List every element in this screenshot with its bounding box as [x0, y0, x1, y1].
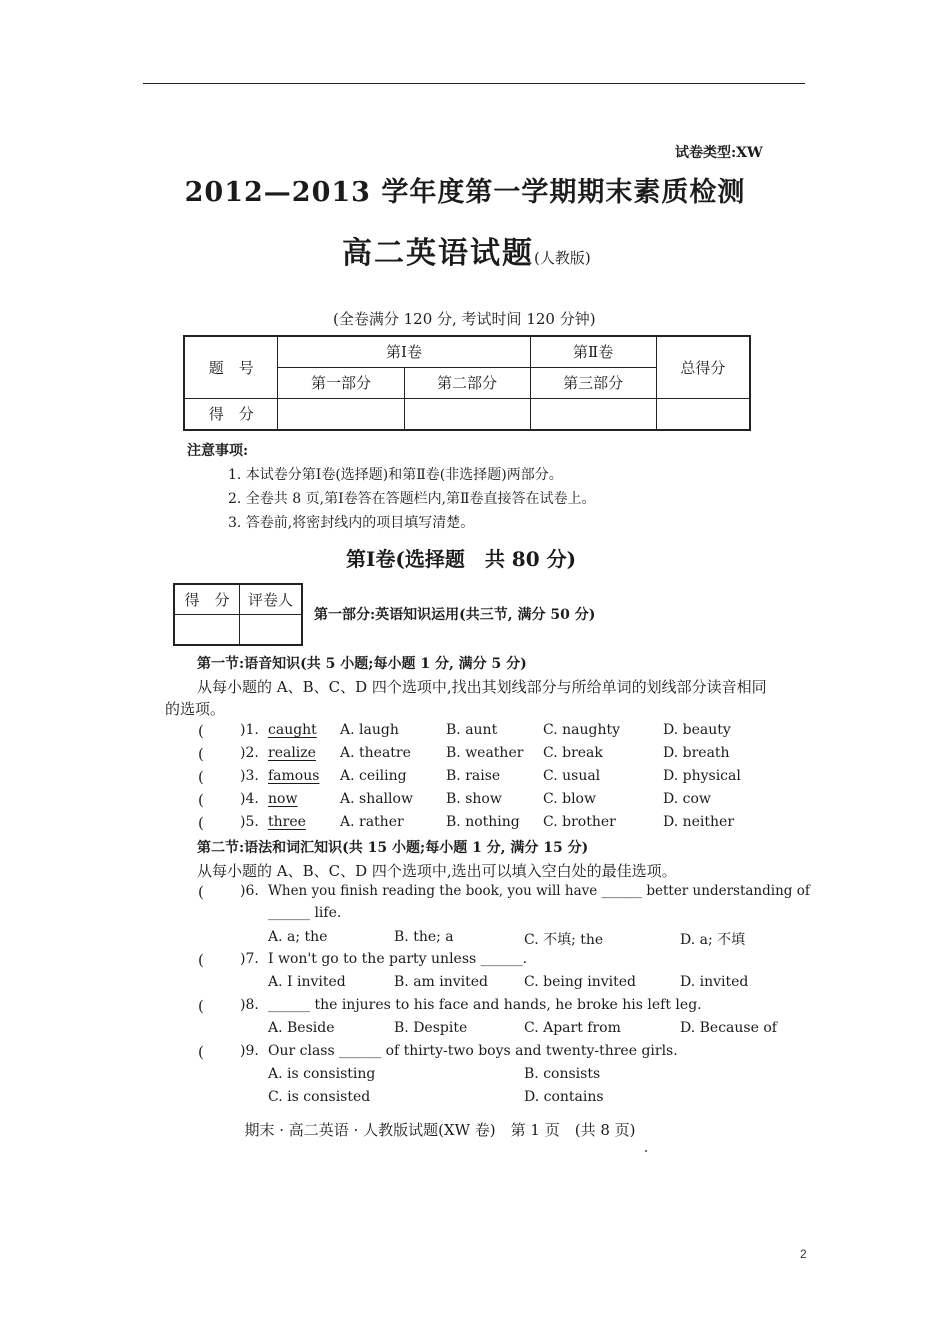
score-cell-part2[interactable] [404, 398, 530, 430]
question-number: )3. [240, 768, 259, 784]
answer-paren[interactable]: ( [198, 997, 204, 1015]
question-number: )4. [240, 791, 259, 807]
section1-instruction-cont: 的选项。 [165, 700, 226, 718]
option-b[interactable]: B. show [446, 791, 502, 807]
answer-paren[interactable]: ( [198, 768, 204, 786]
question-stem: Our class ______ of thirty-two boys and twenty-three girls. [268, 1043, 678, 1059]
option-a[interactable]: A. shallow [340, 791, 413, 807]
option-c[interactable]: C. 不填; the [524, 932, 604, 948]
section1-title: 第一节:语音知识(共 5 小题;每小题 1 分, 满分 5 分) [197, 656, 527, 672]
part3-header: 第三部分 [530, 367, 656, 398]
question-number: )8. [240, 997, 259, 1013]
grader-score-cell[interactable] [174, 615, 240, 646]
grader-label: 评卷人 [240, 584, 303, 615]
edition-label: (人教版) [534, 249, 591, 267]
note-item: 3. 答卷前,将密封线内的项目填写清楚。 [228, 515, 475, 531]
total-score-header: 总得分 [656, 336, 750, 398]
option-b[interactable]: B. nothing [446, 814, 520, 830]
option-a[interactable]: A. Beside [268, 1020, 335, 1036]
option-d[interactable]: D. invited [680, 974, 749, 990]
note-item: 1. 本试卷分第Ⅰ卷(选择题)和第Ⅱ卷(非选择题)两部分。 [228, 467, 563, 483]
option-d[interactable]: D. a; 不填 [680, 932, 746, 948]
question-word: three [268, 814, 306, 830]
question-number-label: 题 号 [184, 336, 278, 398]
option-b[interactable]: B. the; a [394, 929, 454, 945]
question-number: )6. [240, 883, 259, 899]
option-c[interactable]: C. is consisted [268, 1089, 371, 1105]
section1-instruction: 从每小题的 A、B、C、D 四个选项中,找出其划线部分与所给单词的划线部分读音相同 [197, 678, 767, 696]
notes-heading: 注意事项: [187, 443, 249, 459]
option-c[interactable]: C. brother [543, 814, 616, 830]
answer-paren[interactable]: ( [198, 883, 204, 901]
option-b[interactable]: B. weather [446, 745, 524, 761]
grader-table [173, 583, 303, 646]
subtitle-text: 高二英语试题 [342, 236, 534, 271]
option-a[interactable]: A. rather [340, 814, 404, 830]
option-c[interactable]: C. naughty [543, 722, 621, 738]
question-word: now [268, 791, 298, 807]
question-number: )2. [240, 745, 259, 761]
option-a[interactable]: A. a; the [268, 929, 328, 945]
score-cell-total[interactable] [656, 398, 750, 430]
option-b[interactable]: B. aunt [446, 722, 498, 738]
option-a[interactable]: A. theatre [340, 745, 411, 761]
option-d[interactable]: D. cow [663, 791, 711, 807]
page-number: 2 [800, 1247, 807, 1261]
option-b[interactable]: B. raise [446, 768, 501, 784]
question-stem: ______ the injures to his face and hands, he broke his left leg. [268, 997, 702, 1013]
part2-header: 第二部分 [404, 367, 530, 398]
option-d[interactable]: D. breath [663, 745, 730, 761]
option-b[interactable]: B. consists [524, 1066, 601, 1082]
scan-speck [645, 1150, 647, 1152]
question-word: caught [268, 722, 317, 738]
part1-header: 第一部分 [278, 367, 404, 398]
option-d[interactable]: D. physical [663, 768, 741, 784]
answer-paren[interactable]: ( [198, 814, 204, 832]
volume1-title: 第Ⅰ卷(选择题 共 80 分) [346, 547, 577, 571]
note-item: 2. 全卷共 8 页,第Ⅰ卷答在答题栏内,第Ⅱ卷直接答在试卷上。 [228, 491, 596, 507]
score-cell-part1[interactable] [278, 398, 404, 430]
question-stem: I won't go to the party unless ______. [268, 951, 528, 967]
question-stem: When you finish reading the book, you will have ______ better understanding of [268, 883, 810, 899]
option-c[interactable]: C. break [543, 745, 603, 761]
option-b[interactable]: B. Despite [394, 1020, 468, 1036]
top-rule [143, 83, 805, 84]
option-c[interactable]: C. usual [543, 768, 601, 784]
option-a[interactable]: A. I invited [268, 974, 346, 990]
volume1-header: 第Ⅰ卷 [278, 336, 530, 367]
exam-type: 试卷类型:XW [675, 145, 763, 161]
option-d[interactable]: D. contains [524, 1089, 604, 1105]
answer-paren[interactable]: ( [198, 745, 204, 763]
option-c[interactable]: C. blow [543, 791, 596, 807]
section2-instruction: 从每小题的 A、B、C、D 四个选项中,选出可以填入空白处的最佳选项。 [197, 862, 677, 880]
option-a[interactable]: A. ceiling [340, 768, 407, 784]
question-number: )5. [240, 814, 259, 830]
option-a[interactable]: A. laugh [340, 722, 399, 738]
question-word: realize [268, 745, 316, 761]
question-number: )9. [240, 1043, 259, 1059]
score-note: (全卷满分 120 分, 考试时间 120 分钟) [333, 310, 596, 328]
answer-paren[interactable]: ( [198, 1043, 204, 1061]
question-word: famous [268, 768, 320, 784]
option-d[interactable]: D. neither [663, 814, 735, 830]
score-table [183, 335, 751, 431]
exam-title: 2012—2013 学年度第一学期期末素质检测 [184, 177, 746, 208]
answer-paren[interactable]: ( [198, 722, 204, 740]
part1-title: 第一部分:英语知识运用(共三节, 满分 50 分) [314, 607, 596, 623]
option-a[interactable]: A. is consisting [268, 1066, 376, 1082]
score-row-label: 得 分 [184, 398, 278, 430]
option-c[interactable]: C. being invited [524, 974, 637, 990]
question-number: )7. [240, 951, 259, 967]
page-footer: 期末 · 高二英语 · 人教版试题(XW 卷) 第 1 页 (共 8 页) [244, 1121, 636, 1139]
exam-subtitle [342, 228, 591, 272]
option-d[interactable]: D. Because of [680, 1020, 777, 1036]
score-cell-part3[interactable] [530, 398, 656, 430]
grader-name-cell[interactable] [240, 615, 303, 646]
option-d[interactable]: D. beauty [663, 722, 731, 738]
answer-paren[interactable]: ( [198, 791, 204, 809]
option-b[interactable]: B. am invited [394, 974, 489, 990]
section2-title: 第二节:语法和词汇知识(共 15 小题;每小题 1 分, 满分 15 分) [197, 840, 589, 856]
answer-paren[interactable]: ( [198, 951, 204, 969]
option-c[interactable]: C. Apart from [524, 1020, 621, 1036]
question-stem-cont: ______ life. [268, 905, 342, 921]
question-number: )1. [240, 722, 259, 738]
grader-score-label: 得 分 [174, 584, 240, 615]
volume2-header: 第Ⅱ卷 [530, 336, 656, 367]
